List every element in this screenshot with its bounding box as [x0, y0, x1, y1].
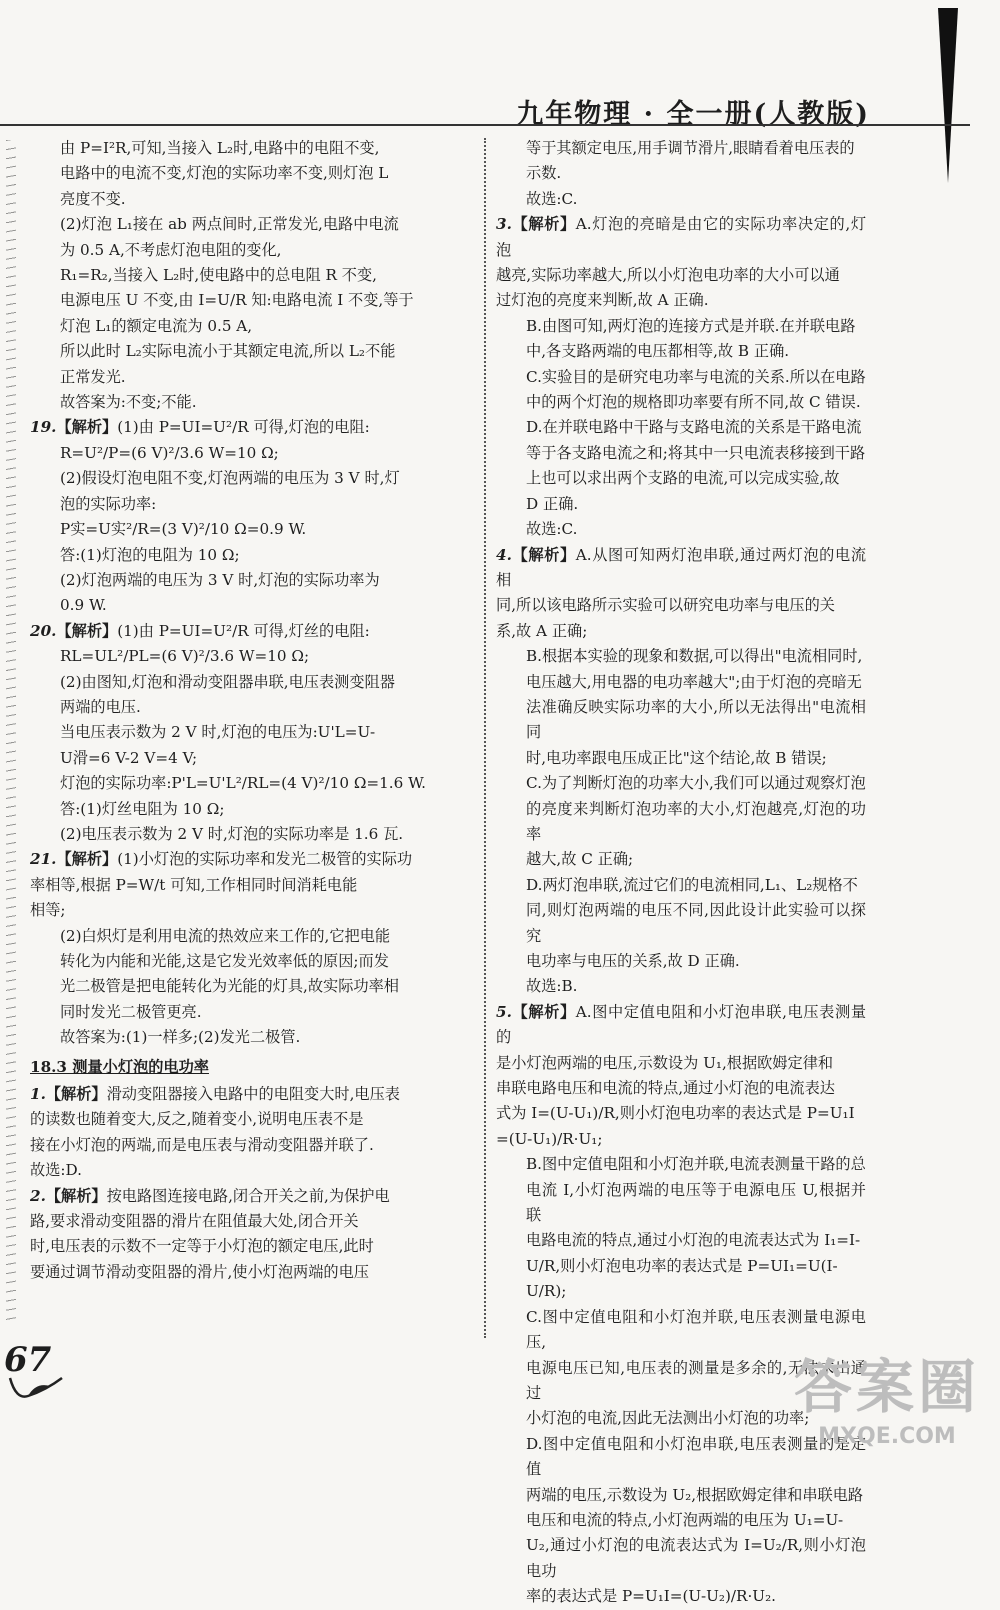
watermark-site: MXQE.COM [818, 1424, 956, 1449]
paragraph-text: 所以此时 L₂实际电流小于其额定电流,所以 L₂不能 正常发光. [60, 342, 396, 386]
analysis-tag: 【解析】 [511, 545, 576, 564]
answer-item [496, 212, 866, 314]
answer-paragraph [496, 771, 866, 873]
answer-item [496, 1000, 866, 1152]
paragraph-text: C.图中定值电阻和小灯泡并联,电压表测量电源电压, 电源电压已知,电压表的测量是多余的,无法求出通过 小灯泡的电流,因此无法测出小灯泡的功率; [526, 1307, 866, 1428]
paragraph-text: 滑动变阻器接入电路中的电阻变大时,电压表 的读数也随着变大,反之,随着变小,说明电压表不是 接在小灯泡的两端,而是电压表与滑动变阻器并联了. 故选:D. [30, 1085, 400, 1180]
column-divider [484, 138, 486, 1338]
corner-mark [938, 8, 958, 183]
question-number: 1. [30, 1085, 46, 1104]
paragraph-text: A.图中定值电阻和小灯泡串联,电压表测量的 是小灯泡两端的电压,示数设为 U₁,根据欧姆定律和 串联电路电压和电流的特点,通过小灯泡的电流表达 式为 I=(U-U₁)/R,则小灯泡电功率的表达式是 P=U₁I =(U-U₁)/R·U₁; [496, 1002, 867, 1148]
watermark-main: 答案圈 [793, 1353, 980, 1421]
section-heading: 18.3 测量小灯泡的电功率 [30, 1057, 209, 1076]
answer-paragraph [30, 441, 460, 466]
answer-paragraph [496, 974, 866, 999]
page-header-title: 九年物理 · 全一册(人教版) [516, 99, 870, 130]
paragraph-text: D.在并联电路中干路与支路电流的关系是干路电流 等于各支路电流之和;将其中一只电流表移接到干路 上也可以求出两个支路的电流,可以完成实验,故 D 正确. [526, 418, 866, 513]
answer-paragraph [30, 797, 460, 822]
answer-paragraph [30, 263, 460, 288]
question-number: 4. [496, 545, 512, 564]
page-number: 67 [4, 1340, 52, 1380]
paragraph-text: C.为了判断灯泡的功率大小,我们可以通过观察灯泡 的亮度来判断灯泡功率的大小,灯泡越亮,灯泡的功率 越大,故 C 正确; [526, 774, 866, 869]
paragraph-text: 故答案为:(1)一样多;(2)发光二极管. [60, 1028, 301, 1047]
answer-paragraph [30, 288, 460, 313]
paragraph-text: A.灯泡的亮暗是由它的实际功率决定的,灯泡 越亮,实际功率越大,所以小灯泡电功率的大小可以通 过灯泡的亮度来判断,故 A 正确. [496, 215, 867, 310]
analysis-tag: 【解析】 [45, 1085, 107, 1104]
analysis-tag: 【解析】 [56, 850, 118, 869]
paragraph-text: 故答案为:不变;不能. [60, 393, 197, 412]
analysis-tag: 【解析】 [56, 418, 118, 437]
paragraph-text: P实=U实²/R=(3 V)²/10 Ω=0.9 W. [60, 520, 307, 539]
answer-paragraph [30, 924, 460, 1026]
question-number: 21. [30, 850, 57, 869]
answer-paragraph [30, 339, 460, 390]
paragraph-text: 答:(1)灯泡的电阻为 10 Ω; [60, 545, 240, 564]
paragraph-text: C.实验目的是研究电功率与电流的关系.所以在电路 中的两个灯泡的规格即功率要有所不同,故 C 错误. [526, 367, 866, 412]
paragraph-text: B.由图可知,两灯泡的连接方式是并联.在并联电路 中,各支路两端的电压都相等,故 B 正确. [526, 316, 856, 361]
paragraph-text: 按电路图连接电路,闭合开关之前,为保护电 路,要求滑动变阻器的滑片在阻值最大处,闭合开关 时,电压表的示数不一定等于小灯泡的额定电压,此时 要通过调节滑动变阻器的滑片,使小灯泡两端的电压 [30, 1186, 390, 1281]
paragraph-text: (1)由 P=UI=U²/R 可得,灯丝的电阻: [117, 621, 370, 640]
answer-paragraph [30, 568, 460, 619]
answer-paragraph [30, 390, 460, 415]
paragraph-text: (1)由 P=UI=U²/R 可得,灯泡的电阻: [117, 418, 370, 437]
answer-paragraph [496, 365, 866, 416]
paragraph-text: 等于其额定电压,用手调节滑片,眼睛看着电压表的 示数. [526, 139, 855, 183]
question-number: 2. [30, 1186, 46, 1205]
paragraph-text: 电源电压 U 不变,由 I=U/R 知:电路电流 I 不变,等于 [60, 291, 414, 310]
answer-item [30, 1184, 460, 1286]
paragraph-text: B.根据本实验的现象和数据,可以得出"电流相同时, 电压越大,用电器的电功率越大";由于灯泡的亮暗无 法准确反映实际功率的大小,所以无法得出"电流相同 时,电功率跟电压成正比"这个结论,故 B 错误; [526, 647, 866, 767]
answer-paragraph [30, 771, 460, 796]
answer-item [496, 543, 866, 645]
answer-paragraph [30, 822, 460, 847]
analysis-tag: 【解析】 [511, 1002, 576, 1021]
paragraph-text: 由 P=I²R,可知,当接入 L₂时,电路中的电阻不变, 电路中的电流不变,灯泡的实际功率不变,则灯泡 L 亮度不变. [60, 139, 389, 208]
paragraph-text: (1)小灯泡的实际功率和发光二极管的实际功 率相等,根据 P=W/t 可知,工作相同时间消耗电能 相等; [30, 850, 413, 920]
answer-paragraph [30, 136, 460, 212]
watermark [794, 1340, 980, 1449]
answer-item [30, 415, 460, 440]
answer-paragraph [30, 212, 460, 263]
answer-paragraph [30, 670, 460, 721]
answer-paragraph [496, 644, 866, 771]
paragraph-text: (2)电压表示数为 2 V 时,灯泡的实际功率是 1.6 瓦. [60, 824, 404, 843]
leaf-ornament-icon [6, 1372, 66, 1402]
question-number: 3. [496, 215, 512, 234]
paragraph-text: 当电压表示数为 2 V 时,灯泡的电压为:U'L=U- U滑=6 V-2 V=4 V; [60, 723, 376, 767]
analysis-tag: 【解析】 [45, 1186, 107, 1205]
answer-paragraph [30, 1025, 460, 1050]
answer-paragraph [30, 517, 460, 542]
paragraph-text: R=U²/P=(6 V)²/3.6 W=10 Ω; [60, 443, 279, 462]
answer-paragraph [496, 415, 866, 517]
question-number: 19. [30, 418, 57, 437]
paragraph-text: D.两灯泡串联,流过它们的电流相同,L₁、L₂规格不 同,则灯泡两端的电压不同,因此设计此实验可以探究 电功率与电压的关系,故 D 正确. [526, 875, 866, 970]
answer-paragraph [30, 644, 460, 669]
answer-item [30, 619, 460, 644]
paragraph-text: 故选:B. [526, 977, 578, 996]
answer-paragraph [496, 187, 866, 212]
paragraph-text: (2)灯泡两端的电压为 3 V 时,灯泡的实际功率为 0.9 W. [60, 570, 380, 615]
answer-paragraph [496, 873, 866, 975]
paragraph-text: 灯泡 L₁的额定电流为 0.5 A, [60, 316, 253, 335]
paragraph-text: (2)灯泡 L₁接在 ab 两点间时,正常发光,电路中电流 为 0.5 A,不考虑灯泡电阻的变化, [60, 215, 399, 259]
answer-item [30, 847, 460, 923]
answer-paragraph [496, 1432, 866, 1610]
left-column [30, 136, 460, 1285]
question-number: 5. [496, 1002, 512, 1021]
answer-paragraph [30, 314, 460, 339]
paragraph-text: B.图中定值电阻和小灯泡并联,电流表测量干路的总 电流 I,小灯泡两端的电压等于电源电压 U,根据并联 电路电流的特点,通过小灯泡的电流表达式为 I₁=I- U/R,则小灯泡电功率的表达式是 P=UI₁=U(I- U/R); [526, 1155, 866, 1301]
analysis-tag: 【解析】 [511, 215, 576, 234]
paragraph-text: RL=UL²/PL=(6 V)²/3.6 W=10 Ω; [60, 647, 310, 666]
answer-paragraph [496, 314, 866, 365]
binding-edge [6, 140, 16, 1321]
paragraph-text: 故选:C. [526, 189, 578, 208]
answer-paragraph [496, 1152, 866, 1304]
answer-item [30, 1082, 460, 1184]
answer-paragraph [30, 543, 460, 568]
paragraph-text: D.图中定值电阻和小灯泡串联,电压表测量的是定值 两端的电压,示数设为 U₂,根据欧姆定律和串联电路 电压和电流的特点,小灯泡两端的电压为 U₁=U- U₂,通过小灯泡的电流表达式为 I=U₂/R,则小灯泡电功 率的表达式是 P=U₁I=(U-U₂)/R·U₂. [526, 1434, 866, 1606]
analysis-tag: 【解析】 [56, 621, 118, 640]
paragraph-text: (2)白炽灯是利用电流的热效应来工作的,它把电能 转化为内能和光能,这是它发光效率低的原因;而发 光二极管是把电能转化为光能的灯具,故实际功率相 同时发光二极管更亮. [60, 926, 399, 1021]
paragraph-text: R₁=R₂,当接入 L₂时,使电路中的总电阻 R 不变, [60, 266, 377, 285]
answer-paragraph [496, 517, 866, 542]
answer-paragraph [30, 720, 460, 771]
answer-paragraph [30, 466, 460, 517]
paragraph-text: A.从图可知两灯泡串联,通过两灯泡的电流相 同,所以该电路所示实验可以研究电功率与电压的关 系,故 A 正确; [496, 545, 867, 640]
answer-paragraph [496, 136, 866, 187]
paragraph-text: (2)假设灯泡电阻不变,灯泡两端的电压为 3 V 时,灯 泡的实际功率: [60, 469, 400, 513]
paragraph-text: 答:(1)灯丝电阻为 10 Ω; [60, 799, 225, 818]
paragraph-text: 灯泡的实际功率:P'L=U'L²/RL=(4 V)²/10 Ω=1.6 W. [60, 774, 426, 793]
paragraph-text: 故选:C. [526, 520, 578, 539]
question-number: 20. [30, 621, 57, 640]
header-rule [0, 124, 970, 126]
paragraph-text: (2)由图知,灯泡和滑动变阻器串联,电压表测变阻器 两端的电压. [60, 672, 395, 716]
